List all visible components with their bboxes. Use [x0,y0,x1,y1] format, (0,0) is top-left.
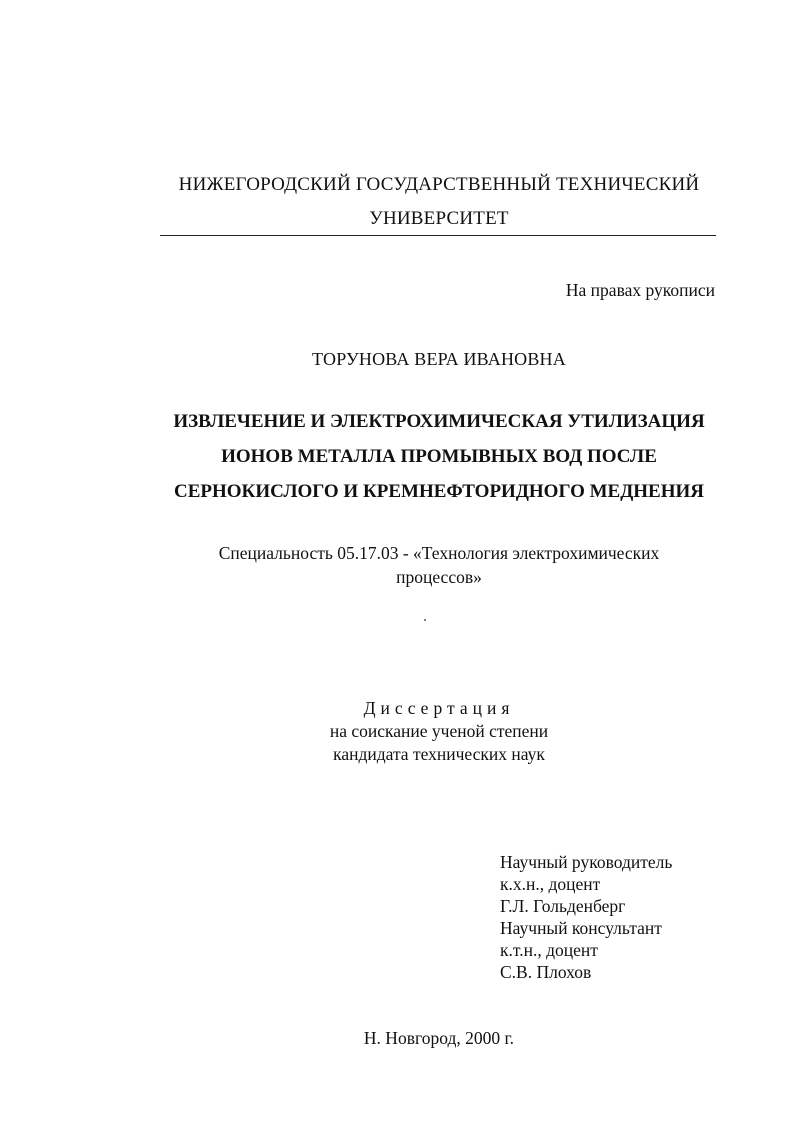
institution-name [150,168,728,236]
advisors-block [500,851,672,983]
rights-note: На правах рукописи [565,280,715,300]
title-line-2: ИОНОВ МЕТАЛЛА ПРОМЫВНЫХ ВОД ПОСЛЕ [221,446,657,467]
advisor-line: С.В. Плохов [500,962,592,982]
header-divider [160,235,716,236]
dissertation-title [150,404,728,509]
institution-line-2: УНИВЕРСИТЕТ [369,208,509,229]
advisor-line: к.х.н., доцент [500,874,601,894]
dissertation-heading: Диссертация [363,698,515,718]
place-and-year: Н. Новгород, 2000 г. [363,1028,515,1048]
scan-speck [424,619,426,621]
advisor-line: Научный руководитель [500,852,673,872]
title-line-1: ИЗВЛЕЧЕНИЕ И ЭЛЕКТРОХИМИЧЕСКАЯ УТИЛИЗАЦИЯ [173,411,705,432]
dissertation-block [150,697,728,766]
advisor-line: Научный консультант [500,918,662,938]
advisor-line: к.т.н., доцент [500,940,598,960]
specialty [150,541,728,589]
specialty-line-1: Специальность 05.17.03 - «Технология электрохимических [218,543,660,563]
degree-line-1: на соискание ученой степени [329,721,549,741]
advisor-line: Г.Л. Гольденберг [500,896,626,916]
author-name: ТОРУНОВА ВЕРА ИВАНОВНА [312,349,566,369]
institution-line-1: НИЖЕГОРОДСКИЙ ГОСУДАРСТВЕННЫЙ ТЕХНИЧЕСКИЙ [178,174,700,195]
specialty-line-2: процессов» [396,567,482,587]
title-line-3: СЕРНОКИСЛОГО И КРЕМНЕФТОРИДНОГО МЕДНЕНИЯ [173,481,705,502]
degree-line-2: кандидата технических наук [333,744,545,764]
